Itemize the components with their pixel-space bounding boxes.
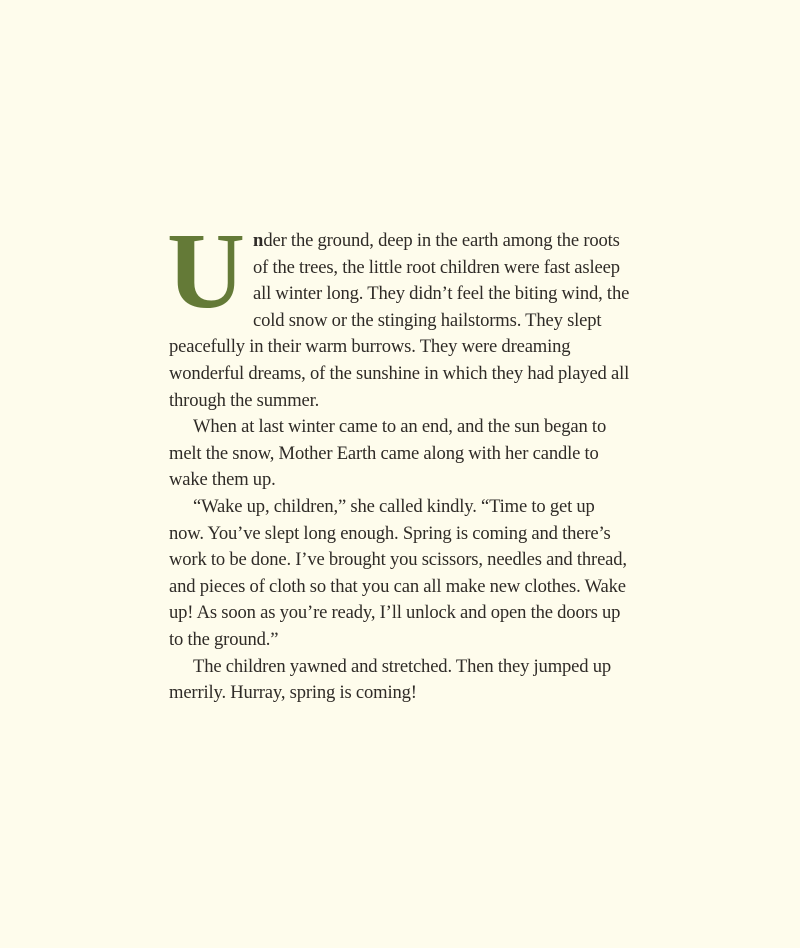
paragraph-4: The children yawned and stretched. Then they jumped up merrily. Hurray, spring is coming! xyxy=(169,655,611,704)
paragraph-3: “Wake up, children,” she called kindly. “Time to get up now. You’ve slept long enough. Spring is coming and there’s work to be done. I’ve brought you scissors, needles and thread, and pieces of cloth so that you can all make new clothes. Wake up! As soon as you’re ready, I’ll unlock and open the doors up to the ground.” xyxy=(169,495,627,650)
paragraph-1 xyxy=(167,212,631,414)
paragraph-2: When at last winter came to an end, and the sun began to melt the snow, Mother Earth came along with her candle to wake them up. xyxy=(169,416,607,491)
lead-letters: n xyxy=(253,230,264,251)
story-text xyxy=(167,212,631,707)
paragraph-1-text: der the ground, deep in the earth among the roots of the trees, the little root children were fast asleep all winter long. They didn’t feel the biting wind, the cold snow or the stinging hailstorms. They slept peacefully in their warm burrows. They were dreaming wonderful dreams, of the sunshine in which they had played all through the summer. xyxy=(169,230,630,411)
drop-cap-letter: U xyxy=(167,212,245,331)
